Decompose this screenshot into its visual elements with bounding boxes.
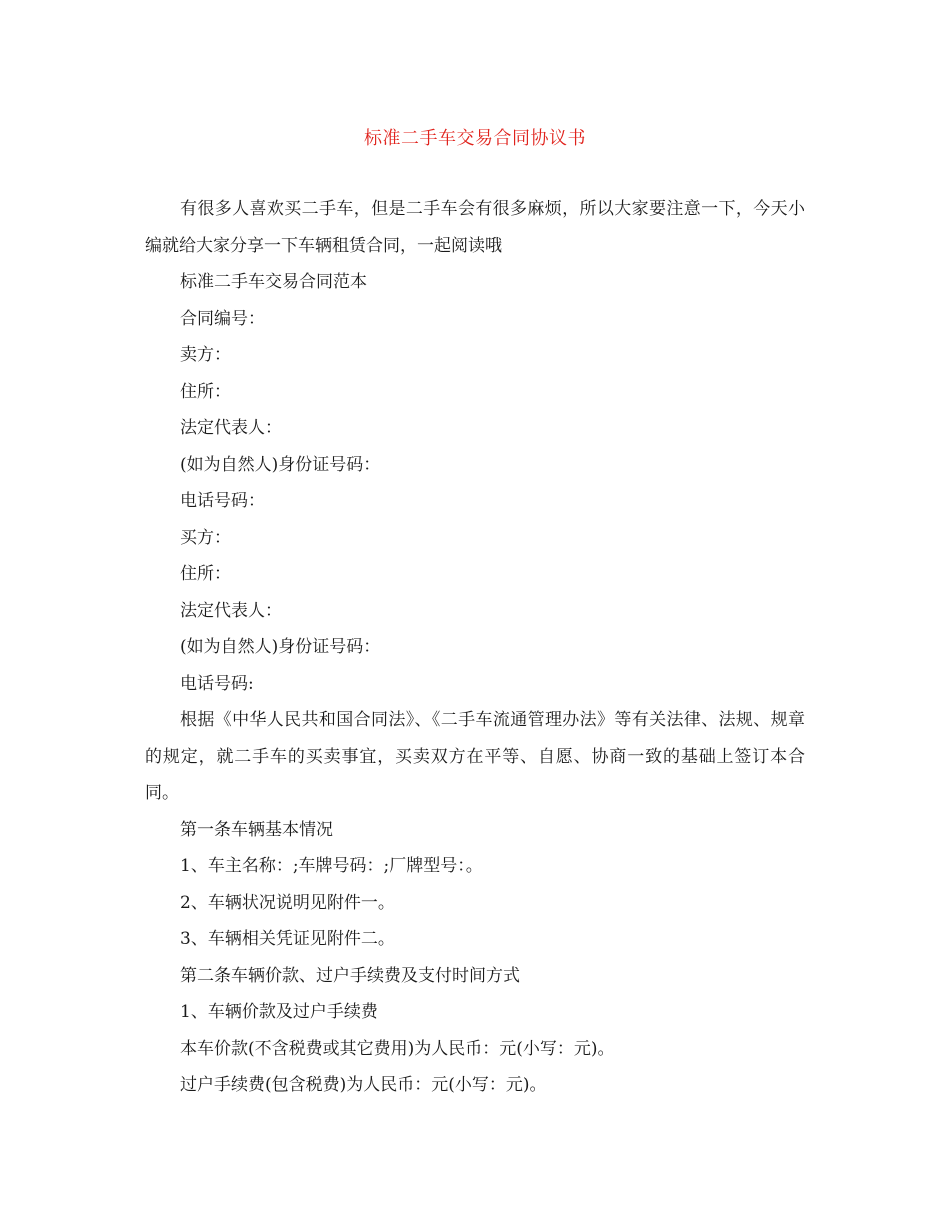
- transfer-fee-line: 过户手续费(包含税费)为人民币：元(小写：元)。: [180, 1075, 547, 1095]
- document-title: 标准二手车交易合同协议书: [364, 128, 586, 149]
- contract-number-field: 合同编号：: [180, 308, 265, 329]
- article-1-item-3: 3、车辆相关凭证见附件二。: [180, 929, 395, 949]
- buyer-legal-rep-field: 法定代表人：: [180, 600, 282, 621]
- seller-address-field: 住所：: [180, 381, 231, 402]
- intro-paragraph: 有很多人喜欢买二手车，但是二手车会有很多麻烦，所以大家要注意一下，今天小编就给大家分享一下车辆租赁合同，一起阅读哦: [145, 199, 805, 256]
- vehicle-price-line: 本车价款(不含税费或其它费用)为人民币：元(小写：元)。: [180, 1038, 615, 1059]
- legal-basis-paragraph: 根据《中华人民共和国合同法》、《二手车流通管理办法》等有关法律、法规、规章的规定，就二手车的买卖事宜，买卖双方在平等、自愿、协商一致的基础上签订本合同。: [145, 710, 805, 803]
- article-2-heading: 第二条车辆价款、过户手续费及支付时间方式: [180, 965, 520, 986]
- template-heading: 标准二手车交易合同范本: [180, 272, 367, 292]
- article-1-item-2: 2、车辆状况说明见附件一。: [180, 892, 395, 913]
- article-1-heading: 第一条车辆基本情况: [180, 819, 333, 840]
- seller-label: 卖方：: [180, 345, 231, 365]
- seller-id-number-field: (如为自然人)身份证号码：: [180, 454, 381, 475]
- buyer-label: 买方：: [180, 527, 231, 548]
- buyer-address-field: 住所：: [180, 564, 231, 584]
- buyer-id-number-field: (如为自然人)身份证号码：: [180, 637, 381, 657]
- buyer-phone-field: 电话号码:: [180, 673, 254, 694]
- article-1-item-1: 1、车主名称：;车牌号码：;厂牌型号：。: [180, 856, 483, 876]
- seller-legal-rep-field: 法定代表人：: [180, 418, 282, 438]
- document-body: [145, 191, 805, 1104]
- article-2-item-1: 1、车辆价款及过户手续费: [180, 1002, 378, 1022]
- seller-phone-field: 电话号码：: [180, 491, 265, 511]
